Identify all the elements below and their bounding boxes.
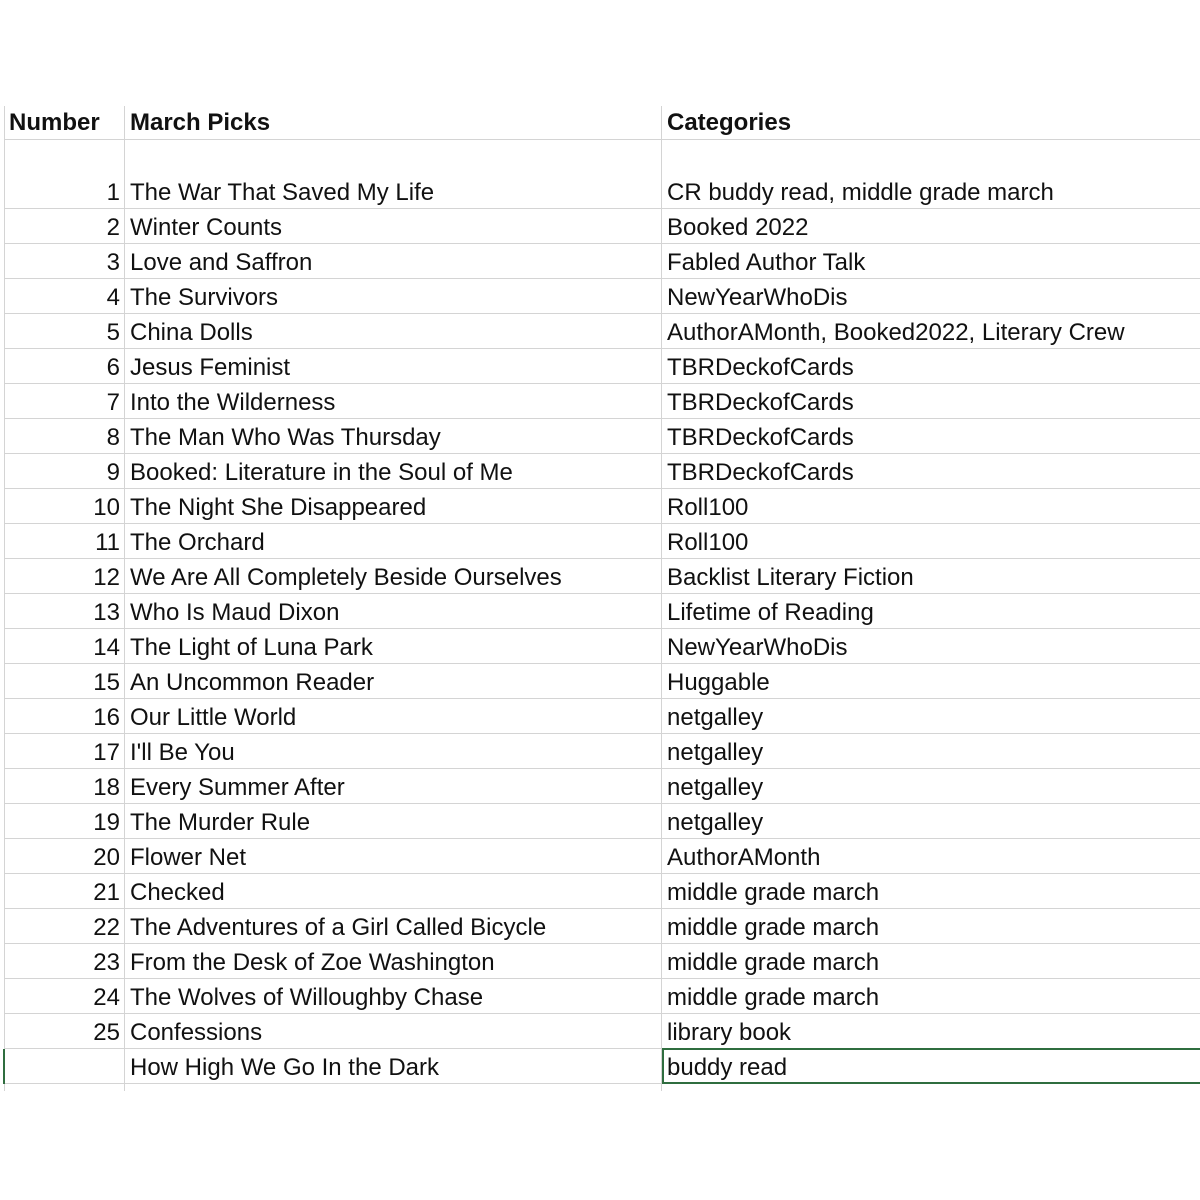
cell-number[interactable]: 4 [106, 284, 120, 311]
cell-number[interactable]: 1 [106, 179, 120, 206]
cell-number[interactable]: 21 [93, 879, 120, 906]
cell-category[interactable]: AuthorAMonth, Booked2022, Literary Crew [667, 319, 1125, 346]
cell-number[interactable]: 13 [93, 599, 120, 626]
cell-number[interactable]: 11 [95, 529, 120, 556]
cell-number[interactable]: 6 [106, 354, 120, 381]
header-number[interactable]: Number [9, 108, 100, 136]
cell-march-pick[interactable]: The Man Who Was Thursday [130, 424, 441, 451]
cell-category[interactable]: CR buddy read, middle grade march [667, 179, 1054, 206]
table-row [4, 664, 1200, 699]
cell-category[interactable]: Roll100 [667, 494, 749, 521]
cell-march-pick[interactable]: How High We Go In the Dark [130, 1054, 440, 1081]
cell-category[interactable]: TBRDeckofCards [667, 354, 854, 381]
table-row [4, 594, 1200, 629]
table-row [4, 349, 1200, 384]
cell-category[interactable]: Fabled Author Talk [667, 249, 866, 276]
cell-march-pick[interactable]: Winter Counts [130, 214, 283, 241]
cell-category[interactable]: netgalley [667, 774, 764, 801]
cell-march-pick[interactable]: Confessions [130, 1019, 263, 1046]
table-row [4, 454, 1200, 489]
table-row [4, 979, 1200, 1014]
table-row [4, 384, 1200, 419]
cell-category[interactable]: netgalley [667, 704, 764, 731]
cell-march-pick[interactable]: Into the Wilderness [130, 389, 336, 416]
cell-number[interactable]: 17 [93, 739, 120, 766]
cell-category[interactable]: middle grade march [667, 984, 880, 1011]
table-row [4, 559, 1200, 594]
table-row [4, 209, 1200, 244]
cell-empty[interactable] [662, 140, 1200, 174]
cell-empty[interactable] [125, 140, 661, 174]
cell-category[interactable]: Backlist Literary Fiction [667, 564, 914, 591]
cell-march-pick[interactable]: I'll Be You [130, 739, 235, 766]
spreadsheet-grid [0, 106, 1200, 1091]
cell-march-pick[interactable]: Our Little World [130, 704, 297, 731]
table-row [4, 944, 1200, 979]
cell-march-pick[interactable]: China Dolls [130, 319, 253, 346]
cell-march-pick[interactable]: The Survivors [130, 284, 279, 311]
cell-march-pick[interactable]: An Uncommon Reader [130, 669, 375, 696]
active-row-marker [3, 1049, 5, 1084]
cell-number[interactable]: 10 [93, 494, 120, 521]
cell-march-pick[interactable]: The Adventures of a Girl Called Bicycle [130, 914, 547, 941]
table-row [4, 1049, 1200, 1084]
cell-number[interactable]: 5 [106, 319, 120, 346]
cell-march-pick[interactable]: We Are All Completely Beside Ourselves [130, 564, 562, 591]
cell-category[interactable]: TBRDeckofCards [667, 459, 854, 486]
table-row [4, 279, 1200, 314]
cell-category[interactable]: Booked 2022 [667, 214, 809, 241]
cell-category[interactable]: middle grade march [667, 949, 880, 976]
cell-category[interactable]: NewYearWhoDis [667, 284, 848, 311]
cell-category[interactable]: TBRDeckofCards [667, 424, 854, 451]
table-row [4, 314, 1200, 349]
cell-march-pick[interactable]: The Night She Disappeared [130, 494, 427, 521]
table-row [4, 524, 1200, 559]
header-march-picks[interactable]: March Picks [130, 108, 271, 136]
cell-number[interactable]: 15 [93, 669, 120, 696]
cell-number[interactable]: 22 [93, 914, 120, 941]
cell-number[interactable]: 19 [93, 809, 120, 836]
cell-number[interactable]: 23 [93, 949, 120, 976]
cell-number[interactable]: 9 [106, 459, 120, 486]
header-categories[interactable]: Categories [667, 108, 792, 136]
cell-march-pick[interactable]: Every Summer After [130, 774, 345, 801]
table-row [4, 909, 1200, 944]
cell-march-pick[interactable]: The Murder Rule [130, 809, 311, 836]
cell-category[interactable]: netgalley [667, 739, 764, 766]
table-row [4, 874, 1200, 909]
table-row [4, 769, 1200, 804]
cell-number[interactable]: 8 [106, 424, 120, 451]
cell-category[interactable]: buddy read [667, 1054, 788, 1081]
cell-number[interactable] [4, 1049, 124, 1083]
empty-row [4, 140, 1200, 174]
cell-category[interactable]: AuthorAMonth [667, 844, 821, 871]
table-row [4, 244, 1200, 279]
cell-march-pick[interactable]: Who Is Maud Dixon [130, 599, 340, 626]
header-row [4, 106, 1200, 140]
table-row [4, 734, 1200, 769]
cell-march-pick[interactable]: Flower Net [130, 844, 247, 871]
cell-number[interactable]: 20 [93, 844, 120, 871]
cell-march-pick[interactable]: Booked: Literature in the Soul of Me [130, 459, 513, 486]
cell-number[interactable]: 7 [106, 389, 120, 416]
cell-category[interactable]: TBRDeckofCards [667, 389, 854, 416]
cell-march-pick[interactable]: The Orchard [130, 529, 265, 556]
cell-number[interactable]: 24 [93, 984, 120, 1011]
cell-category[interactable]: library book [667, 1019, 792, 1046]
cell-number[interactable]: 2 [106, 214, 120, 241]
cell-march-pick[interactable]: The War That Saved My Life [130, 179, 435, 206]
cell-number[interactable]: 18 [93, 774, 120, 801]
table-row [4, 839, 1200, 874]
cell-category[interactable]: middle grade march [667, 879, 880, 906]
cell-category[interactable]: middle grade march [667, 914, 880, 941]
cell-category[interactable]: netgalley [667, 809, 764, 836]
cell-empty[interactable] [4, 140, 124, 174]
table-row [4, 489, 1200, 524]
table-row [4, 699, 1200, 734]
table-row [4, 1014, 1200, 1049]
cell-category[interactable]: Lifetime of Reading [667, 599, 874, 626]
cell-number[interactable]: 12 [93, 564, 120, 591]
cell-category[interactable]: Roll100 [667, 529, 749, 556]
table-row [4, 419, 1200, 454]
cell-number[interactable]: 16 [93, 704, 120, 731]
cell-march-pick[interactable]: Jesus Feminist [130, 354, 291, 381]
cell-march-pick[interactable]: The Wolves of Willoughby Chase [130, 984, 484, 1011]
table-row [4, 173, 1200, 209]
cell-march-pick[interactable]: Love and Saffron [130, 249, 313, 276]
table-row [4, 629, 1200, 664]
cell-march-pick[interactable]: Checked [130, 879, 225, 906]
cell-march-pick[interactable]: The Light of Luna Park [130, 634, 373, 661]
cell-number[interactable]: 3 [106, 249, 120, 276]
cell-category[interactable]: Huggable [667, 669, 770, 696]
cell-march-pick[interactable]: From the Desk of Zoe Washington [130, 949, 495, 976]
cell-number[interactable]: 14 [93, 634, 120, 661]
cell-category[interactable]: NewYearWhoDis [667, 634, 848, 661]
table-row [4, 804, 1200, 839]
cell-number[interactable]: 25 [93, 1019, 120, 1046]
